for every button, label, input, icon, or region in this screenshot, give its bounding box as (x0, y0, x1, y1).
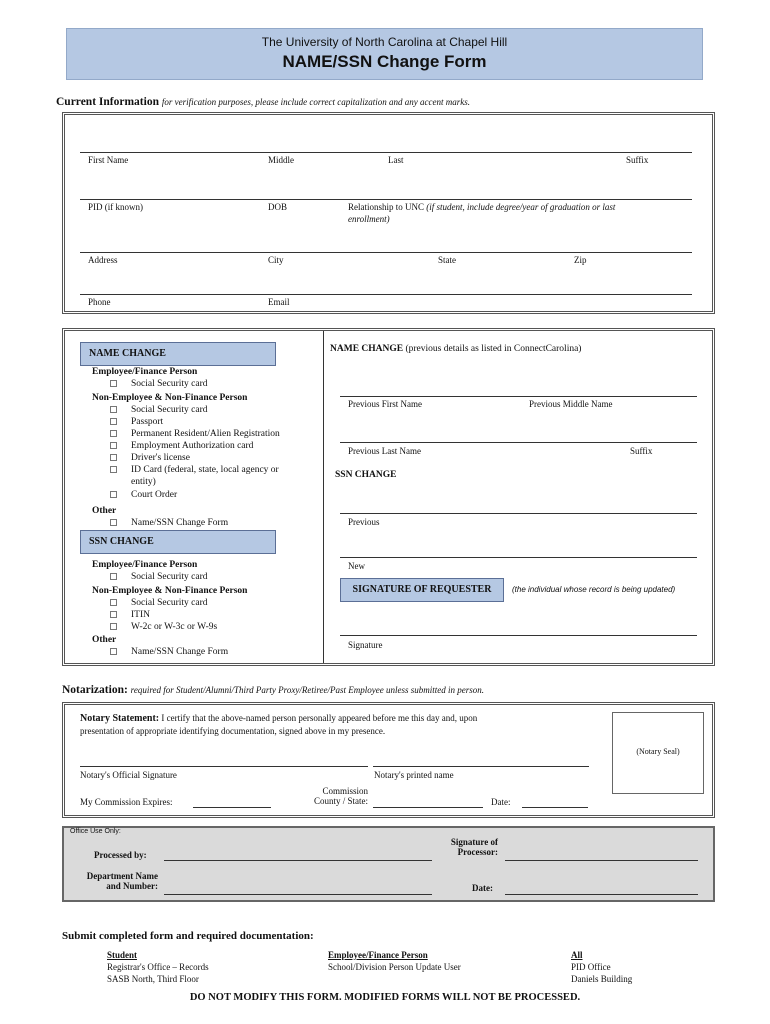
notary-date-label: Date: (491, 797, 511, 807)
ssn-other-form[interactable]: Name/SSN Change Form (110, 647, 228, 657)
office-date-label: Date: (472, 883, 493, 893)
office-use-label: Office Use Only: (70, 828, 121, 835)
ssn-nonemp-ssc[interactable]: Social Security card (110, 598, 208, 608)
right-ssn-change-heading: SSN CHANGE (335, 470, 397, 480)
right-name-change-note: (previous details as listed in ConnectCarolina) (405, 344, 582, 354)
submit-col-student-title: Student (107, 950, 138, 960)
notary-seal-label: (Notary Seal) (636, 747, 680, 756)
ssn-change-label: SSN CHANGE (80, 530, 276, 554)
signature-processor-label: Signature of Processor: (450, 837, 498, 857)
phone-input-line[interactable] (80, 294, 692, 295)
suffix-label: Suffix (626, 155, 649, 165)
notary-signature-line[interactable] (80, 766, 368, 767)
name-input-line[interactable] (80, 152, 692, 153)
previous-suffix-label: Suffix (630, 446, 653, 456)
do-not-modify-warning: DO NOT MODIFY THIS FORM. MODIFIED FORMS WILL NOT BE PROCESSED. (189, 992, 581, 1003)
pid-input-line[interactable] (80, 199, 692, 200)
last-label: Last (388, 155, 404, 165)
checkbox-icon[interactable] (110, 406, 117, 413)
ssn-nonemp-w2c[interactable]: W-2c or W-3c or W-9s (110, 622, 217, 632)
name-nonemp-ssc[interactable]: Social Security card (110, 405, 208, 415)
current-info-heading: Current Information (56, 96, 159, 108)
change-section-divider (323, 331, 324, 663)
checkbox-icon[interactable] (110, 466, 117, 473)
signature-line[interactable] (340, 635, 697, 636)
form-title: NAME/SSN Change Form (282, 52, 487, 71)
signature-requester-label: SIGNATURE OF REQUESTER (340, 578, 504, 602)
name-group-other-heading: Other (92, 506, 117, 516)
notarization-heading-row (62, 684, 484, 696)
previous-ssn-label: Previous (348, 517, 380, 527)
previous-last-label: Previous Last Name (348, 446, 421, 456)
city-label: City (268, 255, 284, 265)
state-label: State (438, 255, 456, 265)
submit-col-all-title: All (571, 950, 583, 960)
email-label: Email (268, 297, 290, 307)
name-emp-ssc[interactable]: Social Security card (110, 379, 208, 389)
previous-first-line[interactable] (340, 396, 697, 397)
first-name-label: First Name (88, 155, 129, 165)
ssn-emp-ssc[interactable]: Social Security card (110, 572, 208, 582)
notary-statement-line1: I certify that the above-named person personally appeared before me this day and, upon (161, 713, 478, 723)
relationship-label: Relationship to UNC (348, 202, 424, 212)
checkbox-icon[interactable] (110, 623, 117, 630)
commission-county-line[interactable] (373, 807, 483, 808)
current-info-note: for verification purposes, please include correct capitalization and any accent marks. (161, 97, 470, 107)
signature-label: Signature (348, 640, 383, 650)
notarization-heading: Notarization: (62, 684, 128, 696)
right-name-change-heading: NAME CHANGE (330, 344, 404, 354)
previous-middle-label: Previous Middle Name (529, 399, 613, 409)
submit-col-all: All PID Office Daniels Building (571, 950, 633, 984)
new-ssn-label: New (348, 561, 365, 571)
university-name: The University of North Carolina at Chapel Hill (261, 35, 508, 49)
relationship-note: (if student, include degree/year of graduation or last (426, 202, 616, 212)
name-change-label: NAME CHANGE (80, 342, 276, 366)
previous-last-line[interactable] (340, 442, 697, 443)
checkbox-icon[interactable] (110, 454, 117, 461)
checkbox-icon[interactable] (110, 519, 117, 526)
checkbox-icon[interactable] (110, 491, 117, 498)
new-ssn-line[interactable] (340, 557, 697, 558)
checkbox-icon[interactable] (110, 648, 117, 655)
ssn-nonemp-itin[interactable]: ITIN (110, 610, 150, 620)
notary-statement-label: Notary Statement: (80, 713, 160, 724)
middle-label: Middle (268, 155, 294, 165)
name-nonemp-idcard[interactable]: ID Card (federal, state, local agency or (110, 465, 279, 475)
previous-ssn-line[interactable] (340, 513, 697, 514)
form-header (66, 28, 703, 80)
department-line[interactable] (164, 894, 432, 895)
right-name-change-row (330, 344, 581, 354)
notary-seal-box (612, 712, 704, 794)
processed-by-line[interactable] (164, 860, 432, 861)
name-group-nonemployee-heading: Non-Employee & Non-Finance Person (92, 393, 248, 403)
notary-date-line[interactable] (522, 807, 588, 808)
pid-label: PID (if known) (88, 202, 143, 212)
submit-col-student: Student Registrar's Office – Records SASB North, Third Floor (107, 950, 209, 984)
notary-statement-row (80, 713, 477, 724)
ssn-group-other-heading: Other (92, 635, 117, 645)
notary-statement-line2: presentation of appropriate identifying documentation, signed above in my presence. (80, 726, 386, 736)
notary-printed-name-label: Notary's printed name (374, 770, 454, 780)
current-info-heading-row (56, 96, 470, 108)
office-date-line[interactable] (505, 894, 698, 895)
zip-label: Zip (574, 255, 587, 265)
name-nonemp-license[interactable]: Driver's license (110, 453, 190, 463)
notarization-note: required for Student/Alumni/Third Party Proxy/Retiree/Past Employee unless submitted in person. (130, 685, 484, 695)
phone-label: Phone (88, 297, 111, 307)
commission-expires-label: My Commission Expires: (80, 797, 173, 807)
commission-expires-line[interactable] (193, 807, 271, 808)
notary-signature-label: Notary's Official Signature (80, 770, 177, 780)
address-label: Address (88, 255, 118, 265)
ssn-group-nonemployee-heading: Non-Employee & Non-Finance Person (92, 586, 248, 596)
previous-first-label: Previous First Name (348, 399, 422, 409)
checkbox-icon[interactable] (110, 611, 117, 618)
submit-heading: Submit completed form and required documentation: (62, 930, 314, 942)
checkbox-icon[interactable] (110, 599, 117, 606)
office-use-box (62, 826, 715, 902)
name-other-form[interactable]: Name/SSN Change Form (110, 518, 228, 528)
checkbox-icon[interactable] (110, 442, 117, 449)
checkbox-icon[interactable] (110, 430, 117, 437)
dob-label: DOB (268, 202, 288, 212)
ssn-group-employee-heading: Employee/Finance Person (92, 560, 198, 570)
commission-county-label: Commission County / State: (314, 786, 368, 806)
submit-col-employee: Employee/Finance Person School/Division Person Update User (328, 950, 461, 972)
name-nonemp-resident[interactable]: Permanent Resident/Alien Registration (110, 429, 280, 439)
submit-col-employee-title: Employee/Finance Person (328, 950, 428, 960)
name-nonemp-idcard-cont: entity) (131, 477, 156, 487)
notary-printed-name-line[interactable] (373, 766, 589, 767)
relationship-note-2: enrollment) (348, 214, 390, 224)
signature-requester-note: (the individual whose record is being updated) (512, 585, 676, 594)
department-label: Department Name and Number: (86, 871, 158, 891)
relationship-label-row (348, 202, 615, 212)
name-group-employee-heading: Employee/Finance Person (92, 367, 198, 377)
address-input-line[interactable] (80, 252, 692, 253)
checkbox-icon[interactable] (110, 380, 117, 387)
processed-by-label: Processed by: (94, 850, 147, 860)
checkbox-icon[interactable] (110, 418, 117, 425)
current-info-box (62, 112, 715, 314)
signature-processor-line[interactable] (505, 860, 698, 861)
name-nonemp-court[interactable]: Court Order (110, 490, 177, 500)
name-nonemp-passport[interactable]: Passport (110, 417, 163, 427)
name-nonemp-ead[interactable]: Employment Authorization card (110, 441, 253, 451)
checkbox-icon[interactable] (110, 573, 117, 580)
